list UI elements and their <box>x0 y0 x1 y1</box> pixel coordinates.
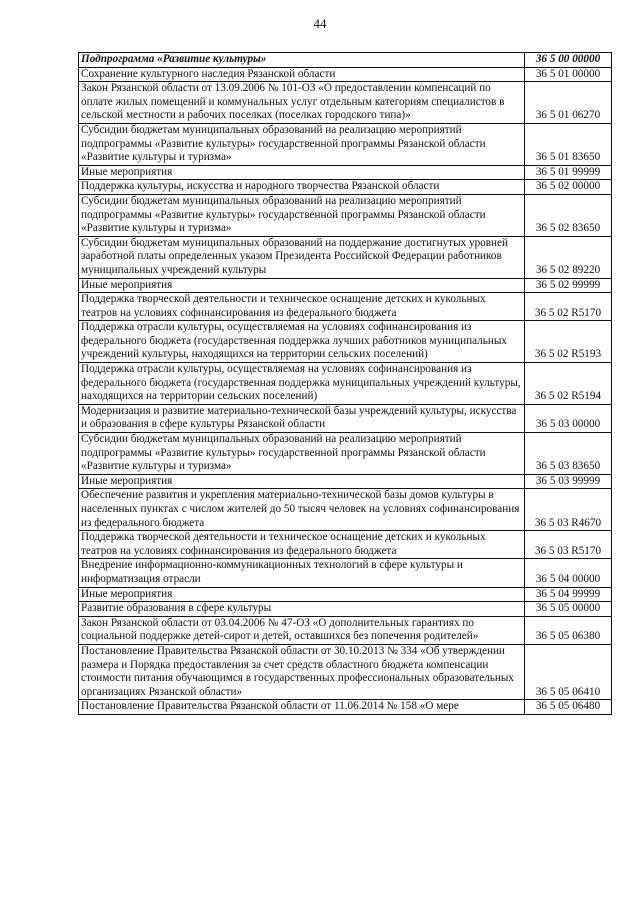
row-name-cell: Модернизация и развитие материально-технической базы учреждений культуры, искусства и образования в сфере культуры Рязанской области <box>79 404 525 432</box>
row-code-cell: 36 5 02 83650 <box>525 194 612 236</box>
table-row <box>79 165 612 180</box>
row-name-cell: Постановление Правительства Рязанской области от 30.10.2013 № 334 «Об утверждении размера и Порядка предоставления за счет средств областного бюджета компенсации стоимости питания обучающимся в государственных профессиональных образовательных организациях Рязанской области» <box>79 644 525 699</box>
row-code-cell: 36 5 03 R5170 <box>525 531 612 559</box>
row-name-cell: Иные мероприятия <box>79 165 525 180</box>
classification-table <box>78 52 612 715</box>
row-code-cell: 36 5 05 06380 <box>525 616 612 644</box>
table-row <box>79 587 612 602</box>
table-row <box>79 278 612 293</box>
table-row <box>79 180 612 195</box>
table-row <box>79 293 612 321</box>
table-row <box>79 644 612 699</box>
row-code-cell: 36 5 02 R5170 <box>525 293 612 321</box>
row-code-cell: 36 5 03 R4670 <box>525 489 612 531</box>
header-code-cell: 36 5 00 00000 <box>525 53 612 68</box>
row-name-cell: Развитие образования в сфере культуры <box>79 602 525 617</box>
row-code-cell: 36 5 03 00000 <box>525 404 612 432</box>
row-code-cell: 36 5 01 06270 <box>525 82 612 124</box>
table-row <box>79 194 612 236</box>
row-name-cell: Субсидии бюджетам муниципальных образований на реализацию мероприятий подпрограммы «Развитие культуры» государственной программы Рязанской области «Развитие культуры и туризма» <box>79 433 525 475</box>
row-name-cell: Поддержка творческой деятельности и техническое оснащение детских и кукольных театров на условиях софинансирования из федерального бюджета <box>79 531 525 559</box>
table-header-row <box>79 53 612 68</box>
row-name-cell: Сохранение культурного наследия Рязанской области <box>79 67 525 82</box>
table-row <box>79 82 612 124</box>
row-name-cell: Поддержка культуры, искусства и народного творчества Рязанской области <box>79 180 525 195</box>
row-name-cell: Внедрение информационно-коммуникационных технологий в сфере культуры и информатизация отрасли <box>79 559 525 587</box>
table-row <box>79 559 612 587</box>
table-row <box>79 474 612 489</box>
table-row <box>79 236 612 278</box>
row-name-cell: Поддержка творческой деятельности и техническое оснащение детских и кукольных театров на условиях софинансирования из федерального бюджета <box>79 293 525 321</box>
table-row <box>79 489 612 531</box>
row-name-cell: Закон Рязанской области от 03.04.2006 № 47-ОЗ «О дополнительных гарантиях по социальной поддержке детей-сирот и детей, оставшихся без попечения родителей» <box>79 616 525 644</box>
row-name-cell: Субсидии бюджетам муниципальных образований на реализацию мероприятий подпрограммы «Развитие культуры» государственной программы Рязанской области «Развитие культуры и туризма» <box>79 194 525 236</box>
table-row <box>79 700 612 715</box>
row-code-cell: 36 5 05 06480 <box>525 700 612 715</box>
row-code-cell: 36 5 03 83650 <box>525 433 612 475</box>
row-name-cell: Закон Рязанской области от 13.09.2006 № 101-ОЗ «О предоставлении компенсаций по оплате жилых помещений и коммунальных услуг отдельным категориям специалистов в сельской местности и рабочих поселках (поселках городского типа)» <box>79 82 525 124</box>
row-code-cell: 36 5 04 00000 <box>525 559 612 587</box>
table-row <box>79 67 612 82</box>
row-name-cell: Иные мероприятия <box>79 587 525 602</box>
row-code-cell: 36 5 01 00000 <box>525 67 612 82</box>
table-row <box>79 433 612 475</box>
page-number: 44 <box>313 16 327 31</box>
table-row <box>79 616 612 644</box>
row-name-cell: Субсидии бюджетам муниципальных образований на поддержание достигнутых уровней заработной платы определенных указом Президента Российской Федерации работников муниципальных учреждений культуры <box>79 236 525 278</box>
row-code-cell: 36 5 03 99999 <box>525 474 612 489</box>
row-name-cell: Иные мероприятия <box>79 474 525 489</box>
table-row <box>79 363 612 405</box>
table-row <box>79 602 612 617</box>
row-code-cell: 36 5 02 00000 <box>525 180 612 195</box>
row-code-cell: 36 5 02 R5194 <box>525 363 612 405</box>
table-row <box>79 321 612 363</box>
table-row <box>79 123 612 165</box>
row-code-cell: 36 5 01 99999 <box>525 165 612 180</box>
row-name-cell: Субсидии бюджетам муниципальных образований на реализацию мероприятий подпрограммы «Развитие культуры» государственной программы Рязанской области «Развитие культуры и туризма» <box>79 123 525 165</box>
table-row <box>79 531 612 559</box>
table-row <box>79 404 612 432</box>
row-code-cell: 36 5 01 83650 <box>525 123 612 165</box>
row-name-cell: Обеспечение развития и укрепления материально-технической базы домов культуры в населенных пунктах с числом жителей до 50 тысяч человек на условиях софинансирования из федерального бюджета <box>79 489 525 531</box>
table-body <box>79 53 612 715</box>
row-code-cell: 36 5 02 99999 <box>525 278 612 293</box>
row-name-cell: Иные мероприятия <box>79 278 525 293</box>
row-code-cell: 36 5 05 06410 <box>525 644 612 699</box>
row-code-cell: 36 5 02 89220 <box>525 236 612 278</box>
header-name-cell: Подпрограмма «Развитие культуры» <box>79 53 525 68</box>
row-name-cell: Постановление Правительства Рязанской области от 11.06.2014 № 158 «О мере <box>79 700 525 715</box>
row-code-cell: 36 5 04 99999 <box>525 587 612 602</box>
row-code-cell: 36 5 02 R5193 <box>525 321 612 363</box>
row-code-cell: 36 5 05 00000 <box>525 602 612 617</box>
row-name-cell: Поддержка отрасли культуры, осуществляемая на условиях софинансирования из федерального бюджета (государственная поддержка лучших работников муниципальных учреждений культуры, находящихся на территории сельских поселений) <box>79 321 525 363</box>
row-name-cell: Поддержка отрасли культуры, осуществляемая на условиях софинансирования из федерального бюджета (государственная поддержка муниципальных учреждений культуры, находящихся на территории сельских поселений) <box>79 363 525 405</box>
